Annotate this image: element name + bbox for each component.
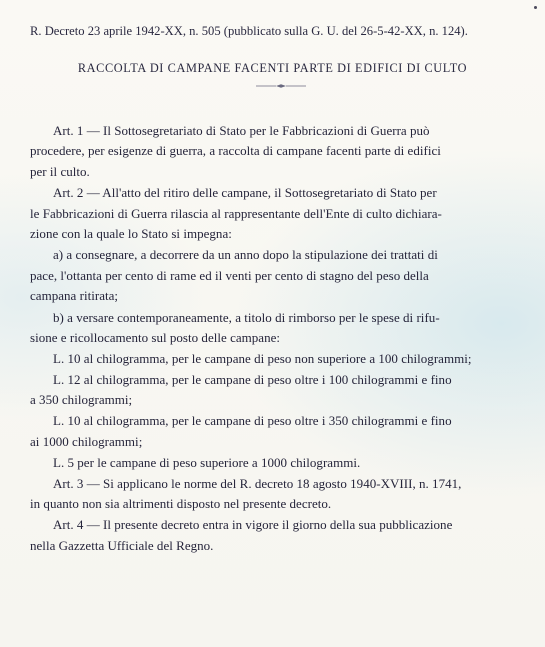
title-ornament-divider [256,83,306,89]
rate-line-1: L. 10 al chilogramma, per le campane di peso non superiore a 100 chilogrammi; [53,351,472,366]
rate-line-4: L. 5 per le campane di peso superiore a 1000 chilogrammi. [53,455,361,470]
art4-line-2: nella Gazzetta Ufficiale del Regno. [30,538,214,553]
art3-line-2: in quanto non sia altrimenti disposto nel presente decreto. [30,496,332,511]
clause-b-line-1: b) a versare contemporaneamente, a titolo di rimborso per le spese di rifu- [53,310,440,325]
art2-line-1: Art. 2 — All'atto del ritiro delle campane, il Sottosegretariato di Stato per [53,185,437,200]
art1-line-2: procedere, per esigenze di guerra, a raccolta di campane facenti parte di edifici [30,143,441,158]
art2-line-3: zione con la quale lo Stato si impegna: [30,226,232,241]
rate-line-2-cont: a 350 chilogrammi; [30,392,133,407]
art1-line-3: per il culto. [30,164,90,179]
rate-line-2: L. 12 al chilogramma, per le campane di peso oltre i 100 chilogrammi e fino [53,372,452,387]
rate-line-3: L. 10 al chilogramma, per le campane di peso oltre i 350 chilogrammi e fino [53,413,452,428]
art2-line-2: le Fabbricazioni di Guerra rilascia al rappresentante dell'Ente di culto dichiara- [30,206,442,221]
clause-a-line-1: a) a consegnare, a decorrere da un anno dopo la stipulazione dei trattati di [53,247,438,262]
art3-line-1: Art. 3 — Si applicano le norme del R. decreto 18 agosto 1940-XVIII, n. 1741, [53,476,462,491]
art4-line-1: Art. 4 — Il presente decreto entra in vigore il giorno della sua pubblicazione [53,517,453,532]
document-title: RACCOLTA DI CAMPANE FACENTI PARTE DI EDIFICI DI CULTO [77,61,468,75]
clause-a-line-3: campana ritirata; [30,288,119,303]
decree-reference: R. Decreto 23 aprile 1942-XX, n. 505 (pubblicato sulla G. U. del 26-5-42-XX, n. 124). [30,24,468,38]
ink-speck [534,6,537,9]
art1-line-1: Art. 1 — Il Sottosegretariato di Stato per le Fabbricazioni di Guerra può [53,123,430,138]
clause-b-line-2: sione e ricollocamento sul posto delle campane: [30,330,281,345]
rate-line-3-cont: ai 1000 chilogrammi; [30,434,143,449]
clause-a-line-2: pace, l'ottanta per cento di rame ed il venti per cento di stagno del peso della [30,268,429,283]
